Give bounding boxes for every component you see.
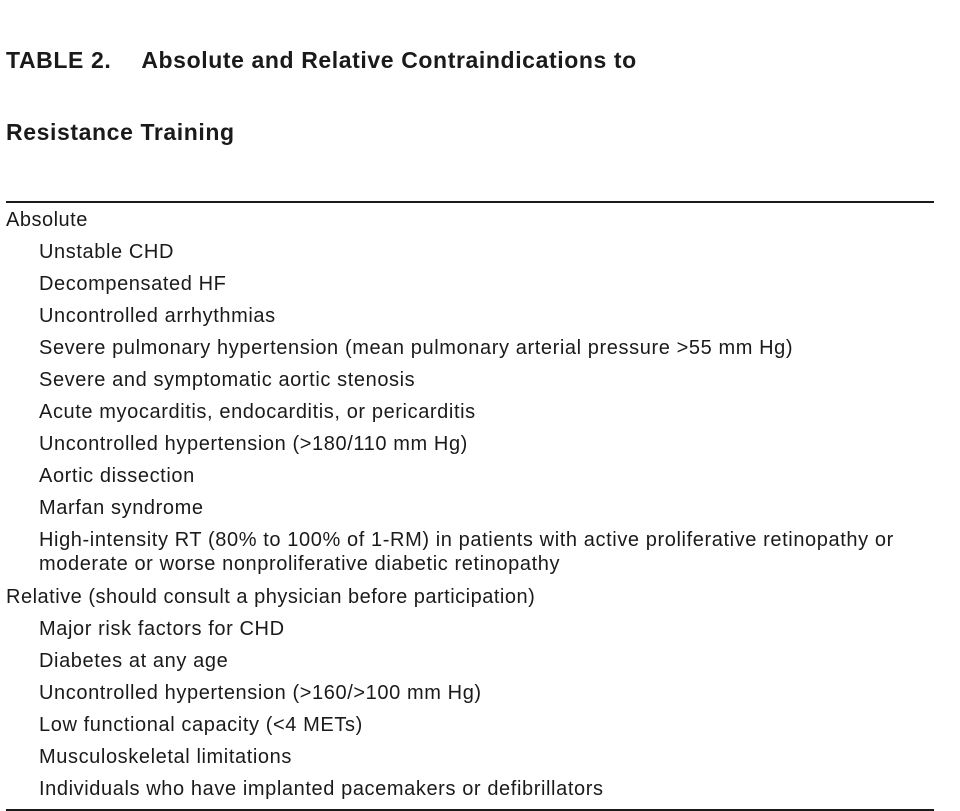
- list-item: Aortic dissection: [39, 465, 195, 487]
- table-title-text-1: Absolute and Relative Contraindications to: [141, 47, 637, 73]
- list-item: Unstable CHD: [39, 241, 175, 263]
- table-title-line-2: Resistance Training: [6, 119, 235, 145]
- list-item: Marfan syndrome: [39, 497, 204, 519]
- section-heading-absolute: Absolute: [6, 209, 88, 231]
- table-title: [6, 0, 934, 192]
- list-item: Severe pulmonary hypertension (mean pulmonary arterial pressure >55 mm Hg): [39, 337, 794, 359]
- table-body: [6, 203, 934, 805]
- table-number: TABLE 2.: [6, 47, 112, 73]
- list-item: Individuals who have implanted pacemakers or defibrillators: [39, 778, 604, 800]
- table-title-line-1: [6, 48, 934, 72]
- section-heading-relative: Relative (should consult a physician before participation): [6, 586, 536, 608]
- list-item: Uncontrolled arrhythmias: [39, 305, 276, 327]
- list-item: High-intensity RT (80% to 100% of 1-RM) in patients with active proliferative retinopathy or moderate or worse nonproliferative diabetic retinopathy: [39, 529, 894, 575]
- list-item: Uncontrolled hypertension (>180/110 mm Hg): [39, 433, 468, 455]
- list-item: Decompensated HF: [39, 273, 227, 295]
- list-item: Major risk factors for CHD: [39, 618, 285, 640]
- list-item: Severe and symptomatic aortic stenosis: [39, 369, 416, 391]
- list-item: Musculoskeletal limitations: [39, 746, 292, 768]
- list-item: Acute myocarditis, endocarditis, or pericarditis: [39, 401, 476, 423]
- contraindications-table: [6, 0, 934, 811]
- list-item: Uncontrolled hypertension (>160/>100 mm Hg): [39, 682, 482, 704]
- list-item: Diabetes at any age: [39, 650, 229, 672]
- list-item: Low functional capacity (<4 METs): [39, 714, 363, 736]
